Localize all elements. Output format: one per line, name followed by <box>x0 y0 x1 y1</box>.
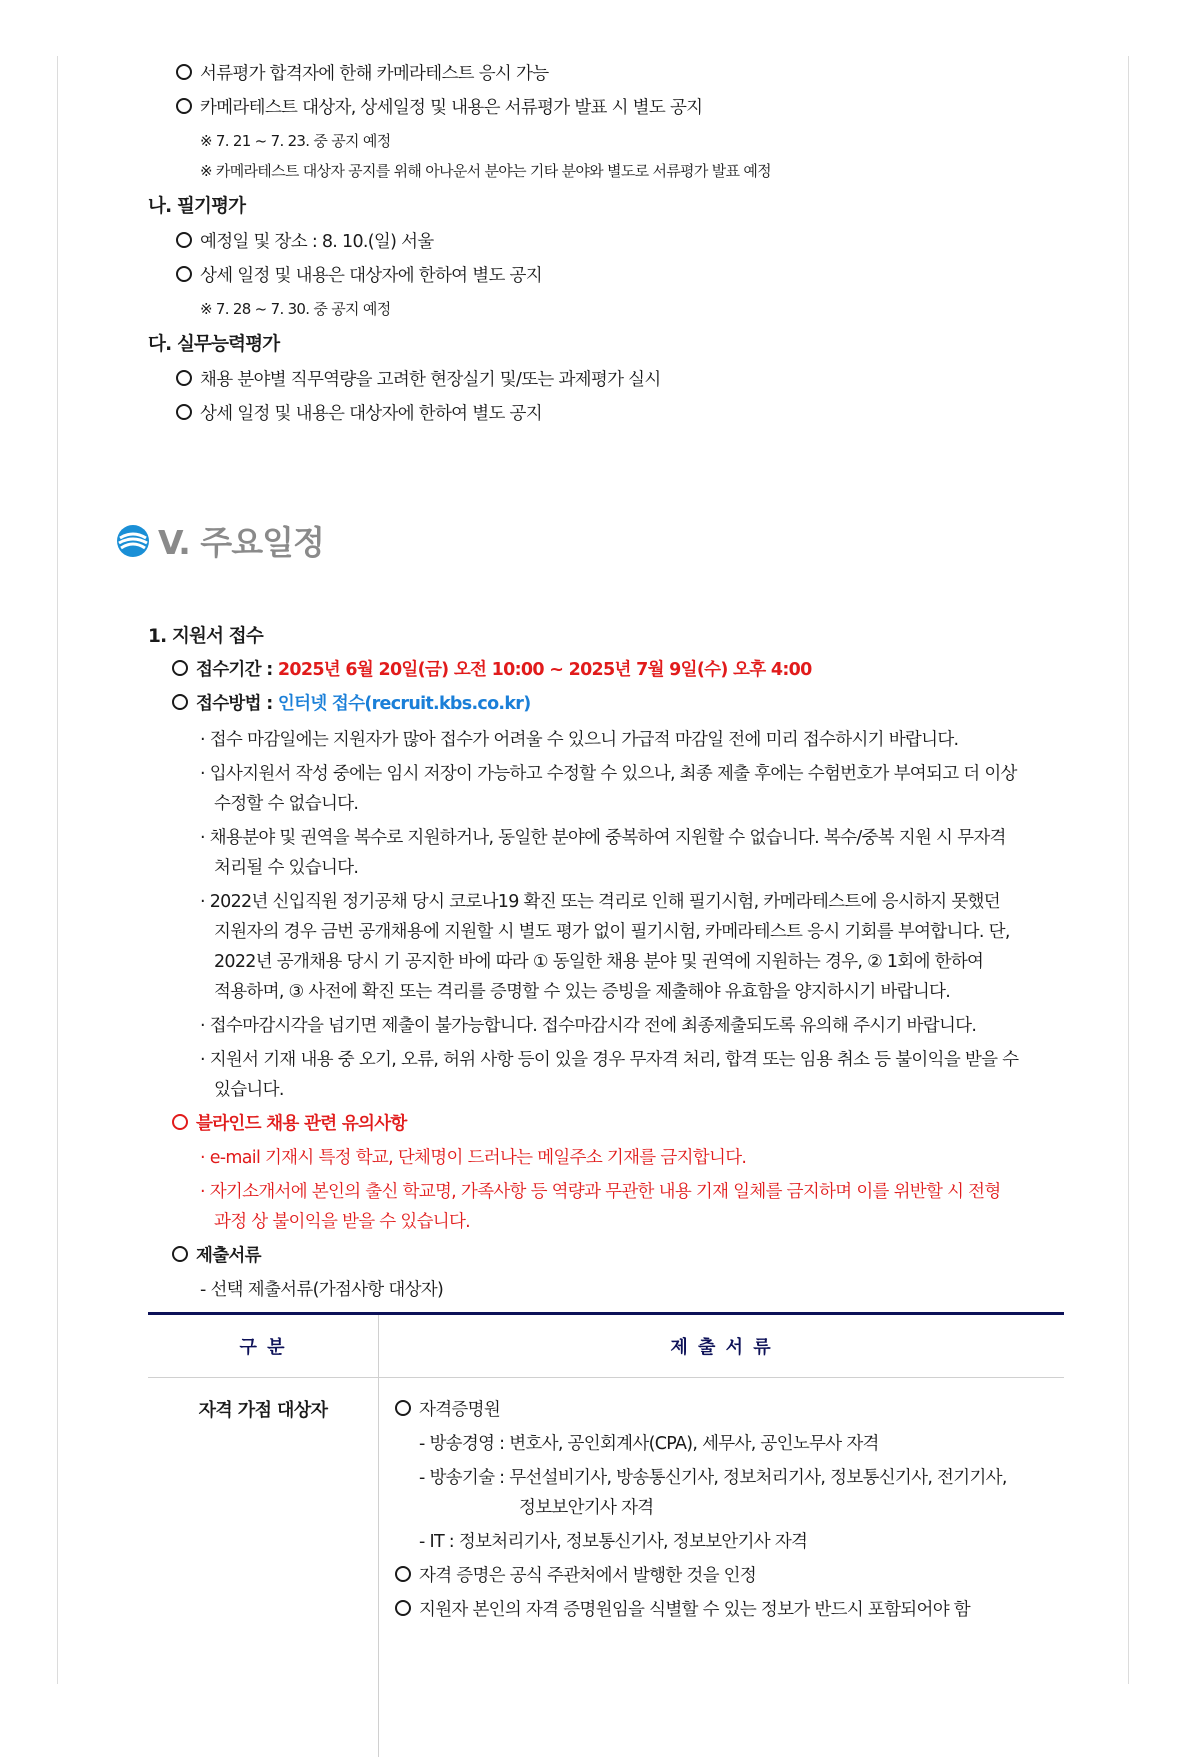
circle-bullet-icon <box>176 266 192 282</box>
heading-application: 1. 지원서 접수 <box>148 622 263 648</box>
table-row-label: 자격 가점 대상자 <box>148 1378 379 1757</box>
list-item-text: 예정일 및 장소 : 8. 10.(일) 서울 <box>200 232 434 252</box>
table-row <box>148 1378 1064 1757</box>
period-label: 접수기간 : <box>196 660 278 680</box>
bullet-line: · 지원서 기재 내용 중 오기, 오류, 허위 사항 등이 있을 경우 무자격 처리, 합격 또는 임용 취소 등 불이익을 받을 수 <box>200 1046 1018 1071</box>
list-item-text: 카메라테스트 대상자, 상세일정 및 내용은 서류평가 발표 시 별도 공지 <box>200 98 702 118</box>
doc-line-text: 자격증명원 <box>419 1400 500 1420</box>
blind-line: · 자기소개서에 본인의 출신 학교명, 가족사항 등 역량과 무관한 내용 기재 일체를 금지하며 이를 위반할 시 전형 <box>200 1178 1001 1203</box>
bullet-line: · 채용분야 및 권역을 복수로 지원하거나, 동일한 분야에 중복하여 지원할 수 없습니다. 복수/중복 지원 시 무자격 <box>200 824 1006 849</box>
docs-heading-row <box>172 1242 261 1267</box>
list-item <box>176 94 702 119</box>
bullet-line: · 2022년 신입직원 정기공채 당시 코로나19 확진 또는 격리로 인해 필기시험, 카메라테스트에 응시하지 못했던 <box>200 888 1000 913</box>
doc-line: - 방송기술 : 무선설비기사, 방송통신기사, 정보처리기사, 정보통신기사, 전기기사, <box>419 1464 1007 1489</box>
circle-bullet-icon <box>172 1114 188 1130</box>
doc-line <box>395 1396 500 1421</box>
circle-bullet-icon <box>176 64 192 80</box>
circle-bullet-icon <box>395 1600 411 1616</box>
blind-line: · e-mail 기재시 특정 학교, 단체명이 드러나는 메일주소 기재를 금지합니다. <box>200 1144 746 1169</box>
list-item <box>176 400 542 425</box>
circle-bullet-icon <box>176 370 192 386</box>
circle-bullet-icon <box>172 1246 188 1262</box>
doc-line-text: 지원자 본인의 자격 증명원임을 식별할 수 있는 정보가 반드시 포함되어야 함 <box>419 1600 970 1620</box>
doc-line <box>395 1562 756 1587</box>
blind-line: 과정 상 불이익을 받을 수 있습니다. <box>214 1208 470 1233</box>
bullet-line: 있습니다. <box>214 1076 284 1101</box>
list-item <box>176 60 548 85</box>
bullet-line: 처리될 수 있습니다. <box>214 854 358 879</box>
bullet-line: 지원자의 경우 금번 공개채용에 지원할 시 별도 평가 없이 필기시험, 카메라테스트 응시 기회를 부여합니다. 단, <box>214 918 1010 943</box>
circle-bullet-icon <box>395 1566 411 1582</box>
table-cell-docs <box>379 1378 1065 1757</box>
table-header: 제 출 서 류 <box>379 1314 1065 1378</box>
bullet-line: · 접수 마감일에는 지원자가 많아 접수가 어려울 수 있으니 가급적 마감일 전에 미리 접수하시기 바랍니다. <box>200 726 958 751</box>
method-row <box>172 690 531 715</box>
note: ※ 카메라테스트 대상자 공지를 위해 아나운서 분야는 기타 분야와 별도로 서류평가 발표 예정 <box>200 160 771 181</box>
note: ※ 7. 21 ~ 7. 23. 중 공지 예정 <box>200 130 391 151</box>
circle-bullet-icon <box>176 232 192 248</box>
bullet-line: · 입사지원서 작성 중에는 임시 저장이 가능하고 수정할 수 있으나, 최종 제출 후에는 수험번호가 부여되고 더 이상 <box>200 760 1017 785</box>
documents-table <box>148 1312 1064 1757</box>
page-border-left <box>57 56 58 1684</box>
doc-line: - IT : 정보처리기사, 정보통신기사, 정보보안기사 자격 <box>419 1528 807 1553</box>
bullet-line: 수정할 수 없습니다. <box>214 790 358 815</box>
period-row <box>172 656 812 681</box>
doc-line: 정보보안기사 자격 <box>519 1494 654 1519</box>
circle-bullet-icon <box>176 404 192 420</box>
circle-bullet-icon <box>395 1400 411 1416</box>
section-title-text: V. 주요일정 <box>158 517 324 564</box>
doc-line: - 방송경영 : 변호사, 공인회계사(CPA), 세무사, 공인노무사 자격 <box>419 1430 879 1455</box>
doc-line-text: 자격 증명은 공식 주관처에서 발행한 것을 인정 <box>419 1566 756 1586</box>
application-link[interactable]: 인터넷 접수(recruit.kbs.co.kr) <box>278 694 531 714</box>
section-title <box>116 517 324 564</box>
list-item <box>176 366 661 391</box>
period-value: 2025년 6월 20일(금) 오전 10:00 ~ 2025년 7월 9일(수) 오후 4:00 <box>278 660 812 680</box>
list-item-text: 채용 분야별 직무역량을 고려한 현장실기 및/또는 과제평가 실시 <box>200 370 661 390</box>
blind-heading: 블라인드 채용 관련 유의사항 <box>196 1114 407 1134</box>
list-item-text: 서류평가 합격자에 한해 카메라테스트 응시 가능 <box>200 64 548 84</box>
bullet-line: 적용하며, ③ 사전에 확진 또는 격리를 증명할 수 있는 증빙을 제출해야 유효함을 양지하시기 바랍니다. <box>214 978 950 1003</box>
list-item-text: 상세 일정 및 내용은 대상자에 한하여 별도 공지 <box>200 404 542 424</box>
circle-bullet-icon <box>172 694 188 710</box>
note: ※ 7. 28 ~ 7. 30. 중 공지 예정 <box>200 298 391 319</box>
method-label: 접수방법 : <box>196 694 278 714</box>
circle-bullet-icon <box>172 660 188 676</box>
heading-written: 나. 필기평가 <box>148 192 245 218</box>
docs-sub: - 선택 제출서류(가점사항 대상자) <box>200 1276 443 1301</box>
table-header: 구 분 <box>148 1314 379 1378</box>
table-header-row <box>148 1314 1064 1378</box>
docs-heading: 제출서류 <box>196 1246 261 1266</box>
heading-practical: 다. 실무능력평가 <box>148 330 279 356</box>
list-item-text: 상세 일정 및 내용은 대상자에 한하여 별도 공지 <box>200 266 542 286</box>
blind-heading-row <box>172 1110 407 1135</box>
circle-bullet-icon <box>176 98 192 114</box>
page-border-right <box>1128 56 1129 1684</box>
kbs-logo-icon <box>116 524 150 558</box>
doc-line <box>395 1596 970 1621</box>
bullet-line: · 접수마감시각을 넘기면 제출이 불가능합니다. 접수마감시각 전에 최종제출되도록 유의해 주시기 바랍니다. <box>200 1012 976 1037</box>
bullet-line: 2022년 공개채용 당시 기 공지한 바에 따라 ① 동일한 채용 분야 및 권역에 지원하는 경우, ② 1회에 한하여 <box>214 948 983 973</box>
list-item <box>176 262 542 287</box>
list-item <box>176 228 434 253</box>
